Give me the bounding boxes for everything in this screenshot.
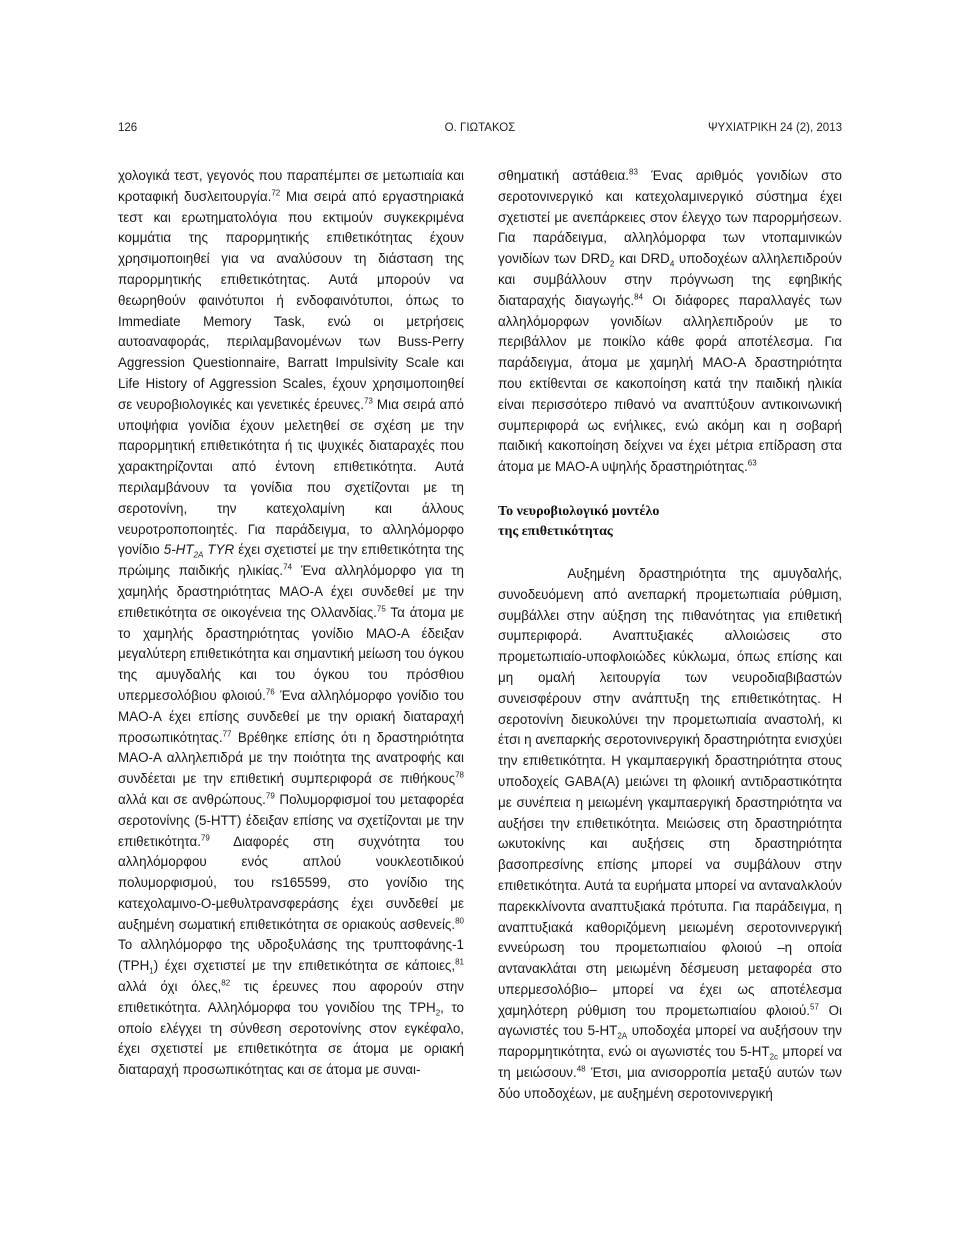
citation-ref: 77 — [222, 729, 232, 739]
body-paragraph: χολογικά τεστ, γεγονός που παραπέμπει σε μετωπιαία και κροταφική δυσλειτουργία.$^{72}$ Μια σειρά από εργαστηριακά τεστ και ερωτηματολόγια που εκτιμούν συγκεκριμένα κομμάτια της παρορμητικής επιθετικότητας έχουν χρησιμοποιηθεί για να αναλύσουν τη διάσταση της παρορμητικής επιθετικότητας. Αυτά μπορούν να θεωρηθούν φαινότυποι ή ενδοφαινότυποι, όπως το Immediate Memory Task, ενώ οι μετρήσεις αυτοαναφοράς, περιλαμβανομένων των Buss-Perry Aggression Questionnaire, Barratt Impulsivity Scale και Life History of Aggression Scales, έχουν χρησιμοποιηθεί σε νευροβιολογικές και γενετικές έρευνες.$^{73}$ Μια σειρά από υποψήφια γονίδια έχουν μελετηθεί σε σχέση με την παρορμητική επιθετικότητα ή τις ψυχικές διαταραχές που χαρακτηρίζονται από έντονη επιθετικότητα. Αυτά περιλαμβάνουν τα γονίδια που σχετίζονται με τη σεροτονίνη, την κατεχολαμίνη και άλλους νευροτροποποιητές. Για παράδειγμα, το αλληλόμορφο γονίδιο $5-HT_{2A}$ TYR έχει σχετιστεί με την επιθετικότητα της πρώιμης παιδικής ηλικίας.$^{74}$ Ένα αλληλόμορφο για τη χαμηλής δραστηριότητας MAO-A έχει συνδεθεί με την επιθετικότητα σε οικογένεια της Ολλανδίας.$^{75}$ Τα άτομα με το χαμηλής δραστηριότητας γονίδιο MAO-A έδειξαν μεγαλύτερη επιθετικότητα και σημαντική μείωση του όγκου της αμυγδαλής και του όγκου του πρόσθιου υπερμεσολόβιου φλοιού.$^{76}$ Ένα αλληλόμορφο γονίδιο του MAO-A έχει επίσης συνδεθεί με την οριακή διαταραχή προσωπικότητας.$^{77}$ Βρέθηκε επίσης ότι η δραστηριότητα MAO-A αλληλεπιδρά με την ποιότητα της ανατροφής και συνδέεται με την επιθετική συμπεριφορά σε πιθήκους$^{78}$ αλλά και σε ανθρώπους.$^{79}$ Πολυμορφισμοί του μεταφορέα σεροτονίνης (5-HTT) έδειξαν επίσης να σχετίζονται με την επιθετικότητα.$^{79}$ Διαφορές στη συχνότητα του αλληλόμορφου ενός απλού νουκλεοτιδικού πολυμορφισμού, του rs165599, στο γονίδιο της κατεχολαμινο-Ο-μεθυλτρανσφεράσης έχει συνδεθεί με αυξημένη σωματική επιθετικότητα σε οριακούς ασθενείς.$^{80}$ Το αλληλόμορφο της υδροξυλάσης της τρυπτοφάνης-1 $(TPH_1)$ έχει σχετιστεί με την επιθετικότητα σε κάποιες,$^{81}$ αλλά όχι όλες,$^{82}$ τις έρευνες που αφορούν στην επιθετικότητα. Αλληλόμορφα του γονιδίου της $TPH_2$, το οποίο ελέγχει τη σύνθεση σεροτονίνης στον εγκέφαλο, έχει σχετιστεί με επιθετικότητα σε άτομα με οριακή διαταραχή προσωπικότητας και σε άτομα με συναι- — [118, 168, 465, 1078]
citation-ref: 80 — [455, 916, 464, 926]
citation-ref: 83 — [629, 167, 638, 177]
citation-ref: 73 — [363, 396, 373, 406]
citation-ref: 63 — [747, 458, 757, 468]
citation-ref: 79 — [200, 833, 210, 843]
body-paragraph: Αυξημένη δραστηριότητα της αμυγδαλής, συνοδευόμενη από ανεπαρκή προμετωπιαία ρύθμιση, συμβάλλει στην αύξηση της πιθανότητας για επιθετική συμπεριφορά. Αναπτυξιακές αλλοιώσεις στο προμετωπιαίο-υποφλοιώδες κύκλωμα, όπως επίσης και μη ομαλή λειτουργία των νευροδιαβιβαστών συνεισφέρουν στην ανάπτυξη της επιθετικότητας. Η σεροτονίνη διευκολύνει την προμετωπιαία αναστολή, κι έτσι η ανεπαρκής σεροτονινεργική δραστηριότητα ενισχύει την επιθετικότητα. Η γκαμπαεργική δραστηριότητα στους υποδοχείς GABA(A) μειώνει τη φλοιική αντιδραστικότητα με συνέπεια η μειωμένη γκαμπαεργική δραστηριότητα να αυξήσει την επιθετικότητα. Μειώσεις στη δραστηριότητα ωκυτοκίνης και αυξήσεις στη δραστηριότητα βασοπρεσίνης επίσης μπορεί να συμβάλουν στην επιθετικότητα. Αυτά τα ευρήματα μπορεί να ανταναλκλούν παρεκκλίνοντα αναπτυξιακά πρότυπα. Για παράδειγμα, η αναπτυξιακά καθοριζόμενη μειωμένη σεροτονινεργική εννεύρωση του προμετωπιαίου φλοιού –η οποία αντανακλάται στη μειωμένη δέσμευση μεταφορέα στο υπερμεσολόβιο– μπορεί να έχει ως αποτέλεσμα χαμηλότερη ρύθμιση του προμετωπιαίου φλοιού.$^{57}$ Οι αγωνιστές του $5-HT_{2A}$ υποδοχέα μπορεί να αυξήσουν την παρορμητικότητα, ενώ οι αγωνιστές του $5-HT_{2c}$ μπορεί να τη μειώσουν.$^{48}$ Έτσι, μια ανισορροπία μεταξύ αυτών των δύο υποδοχέων, με αυξημένη σεροτονινεργική — [498, 565, 842, 1101]
body-paragraph: σθηματική αστάθεια.$^{83}$ Ένας αριθμός γονιδίων στο σεροτονινεργικό και κατεχολαμινεργικό σύστημα έχει σχετιστεί με ανεπάρκειες στον έλεγχο των παρορμήσεων. Για παράδειγμα, αλληλόμορφα των ντοπαμινικών γονιδίων των $DRD_2$ και $DRD_4$ υποδοχέων αλληλεπιδρούν και συμβάλλουν στην πρόγνωση της εφηβικής διαταραχής διαγωγής.$^{84}$ Οι διάφορες παραλλαγές των αλληλόμορφων γονιδίων αλληλεπιδρούν με το περιβάλλον με ποικίλο κάθε φορά αποτέλεσμα. Για παράδειγμα, άτομα με χαμηλή MAO-A δραστηριότητα που εκτίθενται σε κακοποίηση κατά την παιδική ηλικία είναι περισσότερο πιθανό να αναπτύξουν αντικοινωνική συμπεριφορά ως ενήλικες, ενώ ακόμη και η σοβαρή παιδική κακοποίηση δείχνει να έχει μέτρια επίδραση στα άτομα με MAO-A υψηλής δραστηριότητας.$^{63}$ — [498, 167, 842, 475]
citation-ref: 75 — [376, 604, 386, 614]
citation-ref: 81 — [455, 957, 464, 967]
citation-ref: 82 — [221, 978, 231, 988]
right-column — [498, 166, 842, 1105]
citation-ref: 79 — [265, 791, 275, 801]
journal-citation: ΨΥΧΙΑΤΡΙΚΗ 24 (2), 2013 — [707, 122, 842, 134]
citation-ref: 78 — [455, 770, 464, 780]
citation-ref: 84 — [634, 292, 644, 302]
left-column — [118, 166, 464, 1081]
running-header — [118, 122, 842, 142]
section-heading: Το νευροβιολογικό μοντέλο της επιθετικότητας — [498, 503, 660, 539]
running-author: Ο. ΓΙΩΤΑΚΟΣ — [444, 122, 516, 134]
citation-ref: 57 — [810, 1002, 819, 1012]
citation-ref: 72 — [271, 188, 281, 198]
citation-ref: 48 — [576, 1064, 586, 1074]
citation-ref: 74 — [283, 562, 293, 572]
citation-ref: 76 — [265, 687, 275, 697]
page-number: 126 — [118, 122, 138, 134]
